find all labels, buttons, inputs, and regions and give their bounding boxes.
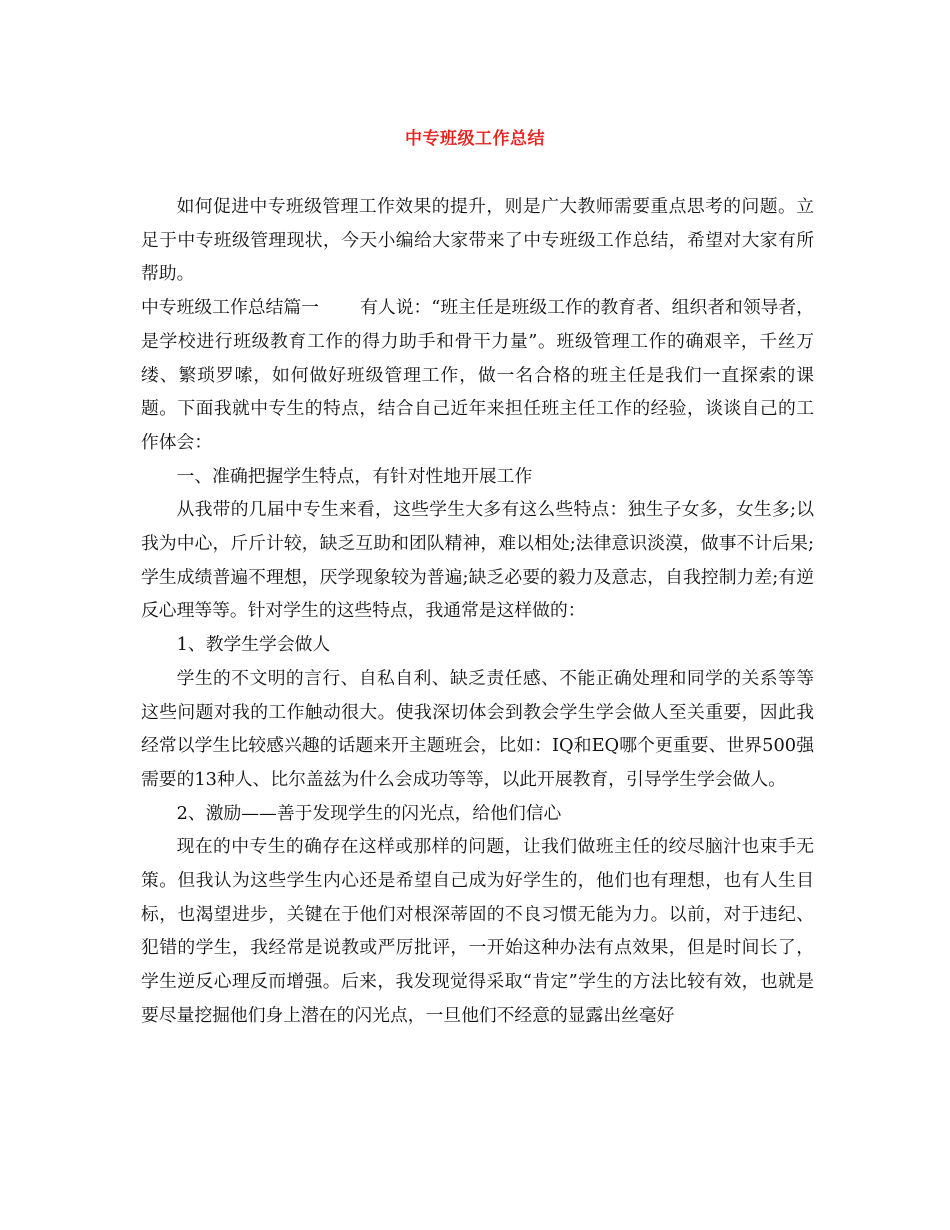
document-title: 中专班级工作总结 <box>405 129 545 149</box>
paragraph-section-one: 中专班级工作总结篇一 有人说：“班主任是班级工作的教育者、组织者和领导者，是学校进行班级教育工作的得力助手和骨干力量”。班级管理工作的确艰辛，千丝万缕、繁琐罗嗦，如何做好班级管理工作，做一名合格的班主任是我们一直探索的课题。下面我就中专生的特点，结合自己近年来担任班主任工作的经验，谈谈自己的工作体会： <box>141 297 814 453</box>
paragraph-encouragement: 现在的中专生的确存在这样或那样的问题，让我们做班主任的绞尽脑汁也束手无策。但我认为这些学生内心还是希望自己成为好学生的，他们也有理想，也有人生目标，也渴望进步，关键在于他们对根深蒂固的不良习惯无能为力。以前，对于违纪、犯错的学生，我经常是说教或严厉批评，一开始这种办法有点效果，但是时间长了，学生逆反心理反而增强。后来，我发现觉得采取“肯定”学生的方法比较有效，也就是要尽量挖掘他们身上潜在的闪光点，一旦他们不经意的显露出丝毫好 <box>141 836 814 1026</box>
paragraph-intro: 如何促进中专班级管理工作效果的提升，则是广大教师需要重点思考的问题。立足于中专班级管理现状，今天小编给大家带来了中专班级工作总结，希望对大家有所帮助。 <box>141 196 814 285</box>
paragraph-student-traits: 从我带的几届中专生来看，这些学生大多有这么些特点：独生子女多，女生多;以我为中心，斤斤计较，缺乏互助和团队精神，难以相处;法律意识淡漠，做事不计后果;学生成绩普遍不理想，厌学现象较为普遍;缺乏必要的毅力及意志，自我控制力差;有逆反心理等等。针对学生的这些特点，我通常是这样做的： <box>141 499 814 622</box>
heading-subpoint-one: 1、教学生学会做人 <box>176 634 331 656</box>
heading-subpoint-two: 2、激励——善于发现学生的闪光点，给他们信心 <box>176 802 562 824</box>
paragraph-teach-conduct: 学生的不文明的言行、自私自利、缺乏责任感、不能正确处理和同学的关系等等这些问题对我的工作触动很大。使我深切体会到教会学生学会做人至关重要，因此我经常以学生比较感兴趣的话题来开主题班会，比如：IQ和EQ哪个更重要、世界500强需要的13种人、比尔盖兹为什么会成功等等，以此开展教育，引导学生学会做人。 <box>141 667 814 790</box>
document-body <box>141 190 814 1033</box>
heading-point-one: 一、准确把握学生特点，有针对性地开展工作 <box>176 465 533 487</box>
